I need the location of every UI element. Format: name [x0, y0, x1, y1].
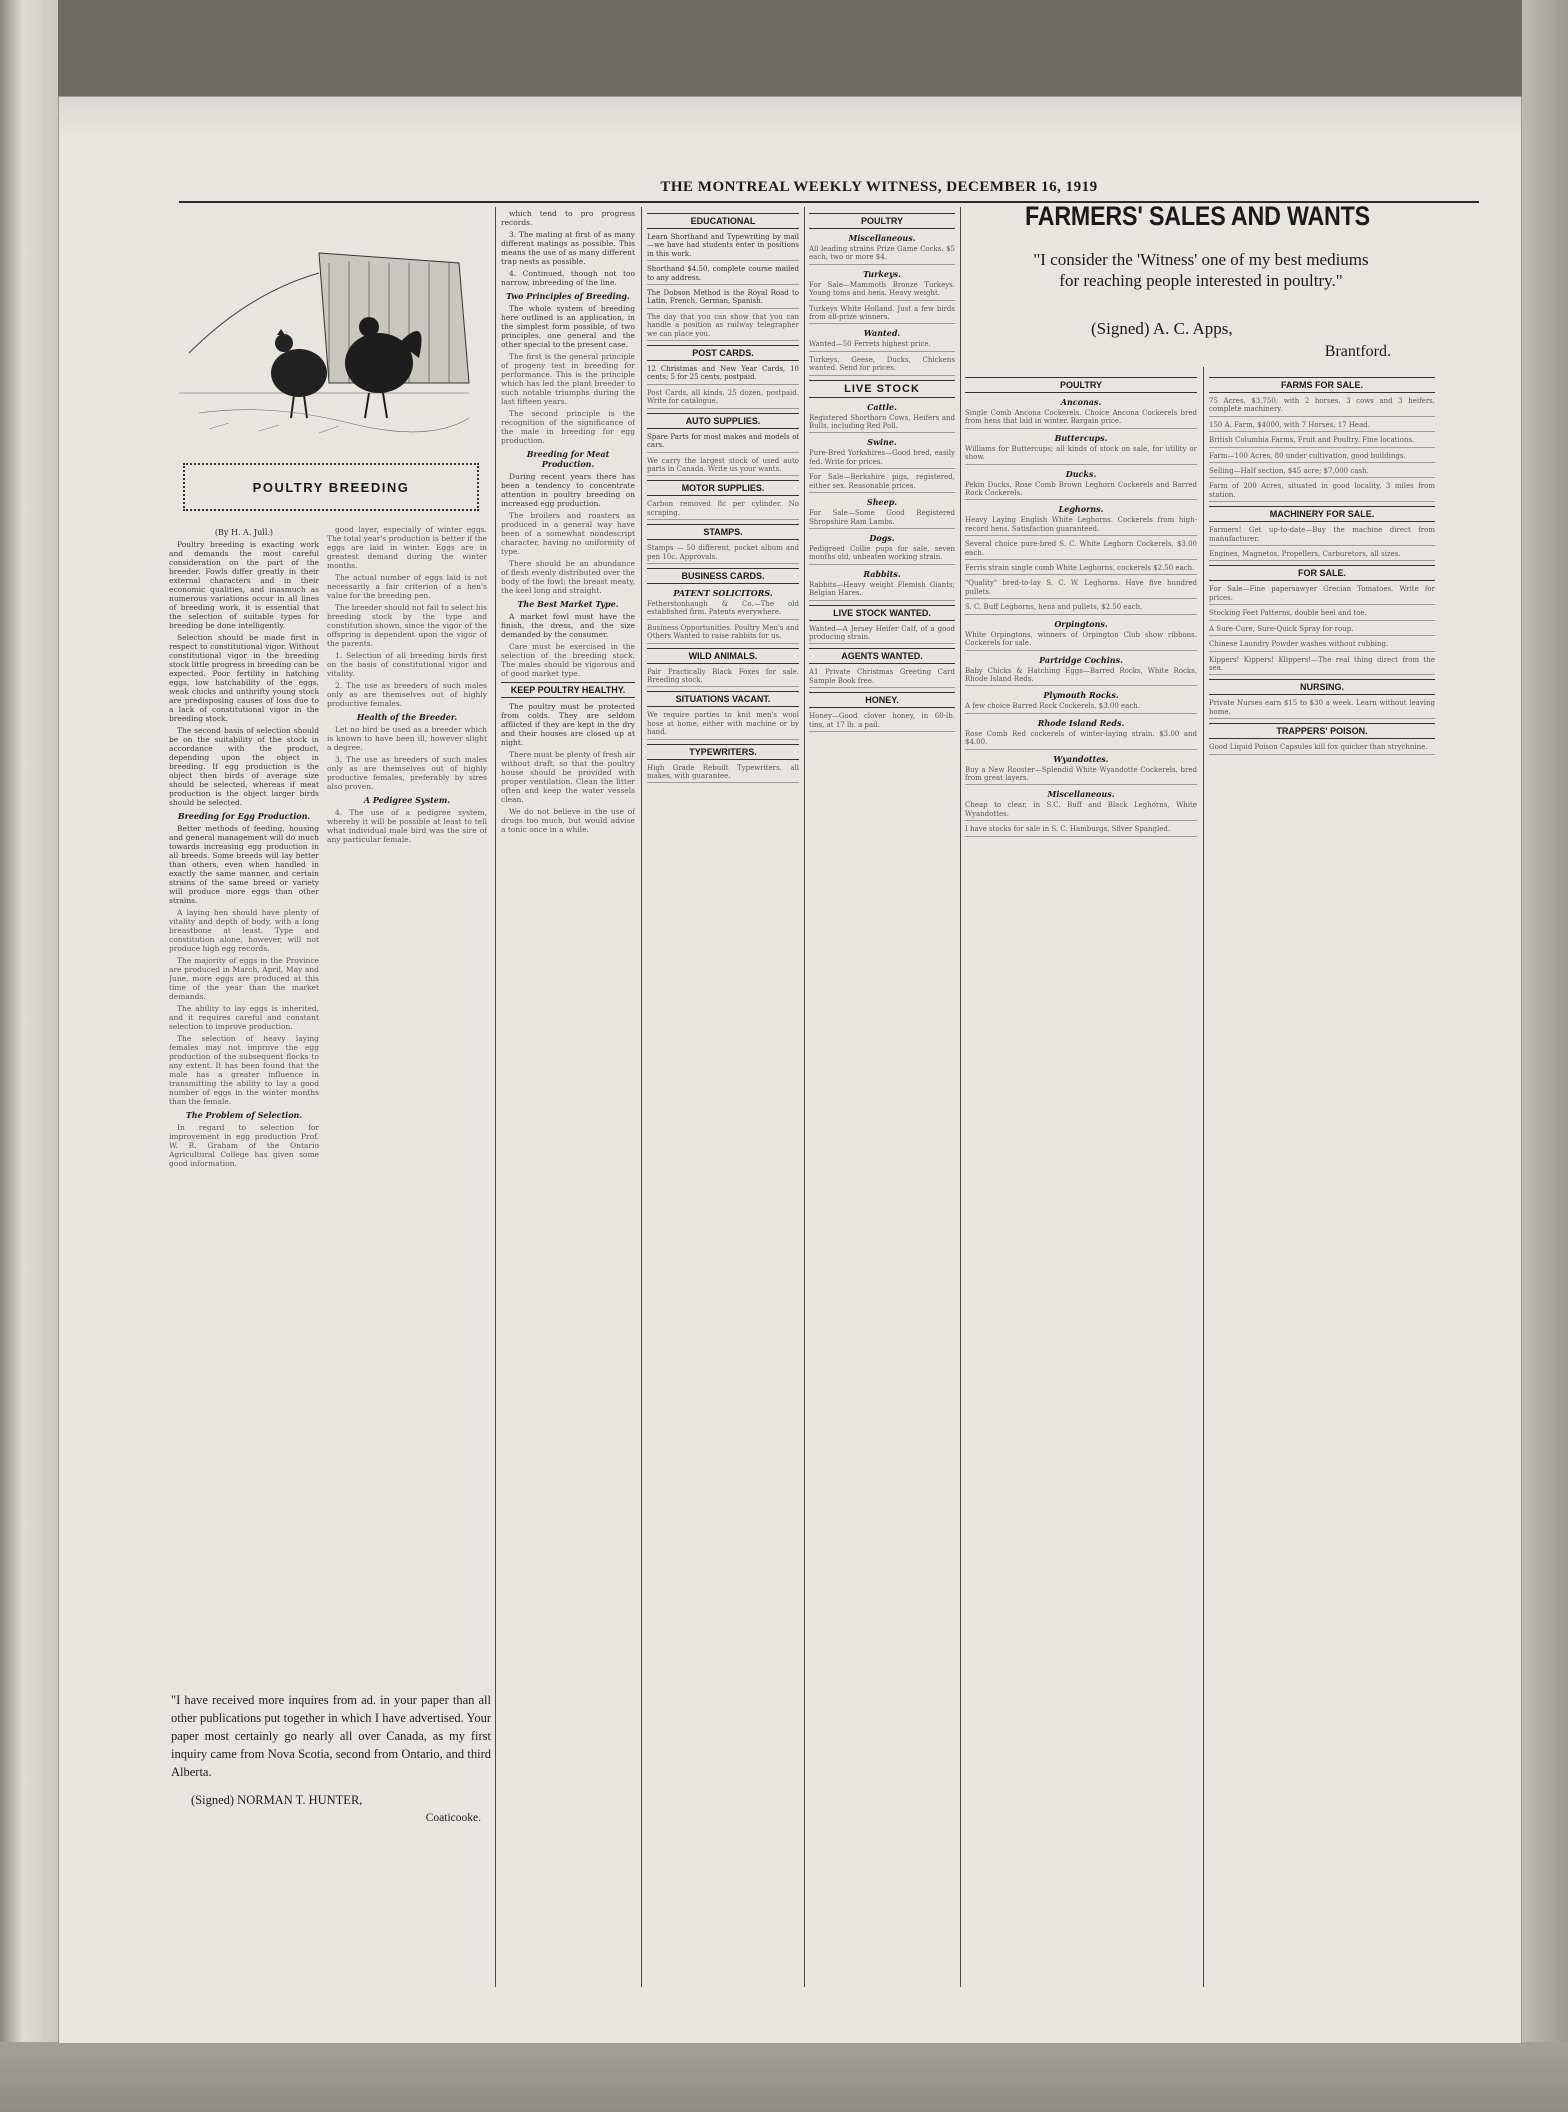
col2-subhead: The Best Market Type.	[517, 599, 619, 609]
article-filler: Let no bird be used as a breeder which is known to have been ill, however slight a degree.	[327, 725, 487, 752]
classified-filler: A few choice Barred Rock Cockerels, $3.00 each.	[965, 702, 1197, 713]
classified-filler: High Grade Rebuilt Typewriters, all makes, with guarantee.	[647, 764, 799, 784]
classified-filler: Good Liquid Poison Capsules kill fox quicker than strychnine.	[1209, 743, 1435, 754]
classified-filler: Pedigreed Collie pups for sale, seven months old, unbeaten working strain.	[809, 545, 955, 565]
article-filler: In regard to selection for improvement in egg production Prof. W. R. Graham of the Ontario Agricultural College has given some good information.	[169, 1123, 319, 1168]
partridge-cochins-label: Partridge Cochins.	[1039, 654, 1123, 665]
farmers-signature: (Signed) A. C. Apps,	[1091, 319, 1233, 338]
classified-ad: Spare Parts for most makes and models of cars.	[647, 433, 799, 453]
article-col-1	[169, 525, 319, 1665]
article-col-3	[501, 209, 635, 1709]
article-filler: The actual number of eggs laid is not necessarily a fair criterion of a hen's value for the breeding pen.	[327, 573, 487, 600]
article-paragraph: Better methods of feeding, housing and general management will do much towards increasing egg production in all breeds. Some breeds will lay better than others, even when handled in exactly the same manner, and certain strains of the same breed or variety will produce more eggs than other strains.	[169, 824, 319, 905]
col3-subhead: A Pedigree System.	[363, 795, 451, 805]
classified-filler: Heavy Laying English White Leghorns. Cockerels from high-record hens. Satisfaction guaranteed.	[965, 516, 1197, 536]
article-filler: There must be plenty of fresh air without draft, so that the poultry house should be provided with proper ventilation. Clean the litter often and keep the water vessels clean.	[501, 750, 635, 804]
keep-healthy-header: KEEP POULTRY HEALTHY.	[501, 682, 635, 698]
classified-filler: We carry the largest stock of used auto parts in Canada. Write us your wants.	[647, 457, 799, 477]
classified-col-farms	[1209, 373, 1435, 1973]
article-filler: 1. Selection of all breeding birds first on the basis of constitutional vigor and vitality.	[327, 651, 487, 678]
article-filler: Care must be exercised in the selection of the breeding stock. The males should be vigorous and of good market type.	[501, 642, 635, 678]
article-col-2	[327, 525, 487, 1665]
article-subhead: Breeding for Egg Production.	[177, 811, 311, 821]
classified-filler: A Sure-Cure, Sure-Quick Spray for roup.	[1209, 625, 1435, 636]
article-filler: The selection of heavy laying females may not improve the egg production of the subsequent flocks to any extent. It has been found that the male has a greater influence in transmitting the ability to lay a good number of eggs in the winter months than the female.	[169, 1034, 319, 1106]
classified-ad: Learn Shorthand and Typewriting by mail—we have had students enter in positions in this work.	[647, 233, 799, 261]
column-rule	[960, 207, 961, 1987]
swine-label: Swine.	[867, 437, 897, 448]
misc-label: Miscellaneous.	[848, 233, 916, 243]
farms-for-sale-header: FARMS FOR SALE.	[1209, 377, 1435, 393]
testimonial-signature: (Signed) NORMAN T. HUNTER,	[191, 1793, 363, 1807]
classified-filler: Rabbits—Heavy weight Flemish Giants; Belgian Hares.	[809, 581, 955, 601]
article-paragraph: The second basis of selection should be on the suitability of the stock in accordance with the product, depending upon the object in breeding. If egg production is the object then birds of average size should be selected, whereas if meat production is the object larger birds should be selected.	[169, 726, 319, 807]
educational-header: EDUCATIONAL	[647, 213, 799, 229]
article-filler: The majority of eggs in the Province are produced in March, April, May and June, more eggs are produced at this time of the year than the market demands.	[169, 956, 319, 1001]
classified-filler: Rose Comb Red cockerels of winter-laying strain. $3.00 and $4.00.	[965, 730, 1197, 750]
testimonial-place: Coaticooke.	[425, 1812, 481, 1824]
article-filler: The broilers and roasters as produced in a general way have been of a somewhat nondescript character, having no uniformity of type.	[501, 511, 635, 556]
classified-filler: Williams for Buttercups; all kinds of stock on sale, for utility or show.	[965, 445, 1197, 465]
classified-filler: Fetherstonhaugh & Co.—The old established firm. Patents everywhere.	[647, 600, 799, 620]
classified-filler: Turkeys, Geese, Ducks, Chickens wanted. Send for prices.	[809, 356, 955, 376]
classified-ad: The Dobson Method is the Royal Road to Latin, French, German, Spanish.	[647, 289, 799, 309]
classified-filler: Registered Shorthorn Cows, Heifers and Bulls, including Red Poll.	[809, 414, 955, 434]
article-subhead: The Problem of Selection.	[185, 1110, 303, 1120]
miscellaneous-label: Miscellaneous.	[1047, 789, 1115, 800]
scan-right-edge	[1522, 0, 1568, 2112]
dogs-label: Dogs.	[869, 532, 895, 543]
anconas-label: Anconas.	[1060, 397, 1102, 407]
col2-subhead: Two Principles of Breeding.	[506, 291, 630, 301]
classified-filler: 150 A. Farm, $4000, with 7 Horses, 17 Head.	[1209, 421, 1435, 432]
classified-filler: A1 Private Christmas Greeting Card Sample Book free.	[809, 668, 955, 688]
rabbits-label: Rabbits.	[863, 568, 901, 579]
classified-filler: Business Opportunities. Poultry Men's and Others Wanted to raise rabbits for us.	[647, 624, 799, 644]
classified-filler: British Columbia Farms, Fruit and Poultry. Fine locations.	[1209, 436, 1435, 447]
article-filler: good layer, especially of winter eggs. The total year's production is better if the eggs are laid in winter. Eggs are in greatest demand during the winter months.	[327, 525, 487, 570]
live-stock-wanted-header: LIVE STOCK WANTED.	[809, 605, 955, 621]
classified-filler: Several choice pure-bred S. C. White Leghorn Cockerels, $3.00 each.	[965, 540, 1197, 560]
for-sale-header: FOR SALE.	[1209, 565, 1435, 581]
classified-filler: Engines, Magnetos, Propellers, Carburetors, all sizes.	[1209, 550, 1435, 561]
classified-filler: We require parties to knit men's wool hose at home, either with machine or by hand.	[647, 711, 799, 739]
classified-filler: Baby Chicks & Hatching Eggs—Barred Rocks, White Rocks, Rhode Island Reds.	[965, 667, 1197, 687]
cattle-label: Cattle.	[867, 401, 897, 412]
live-stock-header: LIVE STOCK	[809, 380, 955, 398]
col2-paragraph: During recent years there has been a tendency to concentrate attention in poultry breeding on increased egg production.	[501, 472, 635, 508]
rhode-island-reds-label: Rhode Island Reds.	[1037, 717, 1125, 728]
poultry-breeds-header: POULTRY	[965, 377, 1197, 393]
classified-filler: Pekin Ducks, Rose Comb Brown Leghorn Cockerels and Barred Rock Cockerels.	[965, 481, 1197, 501]
ducks-label: Ducks.	[1065, 468, 1097, 479]
classified-filler: Stamps — 50 different, pocket album and pen 10c. Approvals.	[647, 544, 799, 564]
article-filler: A laying hen should have plenty of vitality and depth of body, with a long breastbone at least. Type and constitution alone, however, will not produce high egg records.	[169, 908, 319, 953]
column-rule	[1203, 367, 1204, 1987]
business-cards-header: BUSINESS CARDS.	[647, 568, 799, 584]
stamps-header: STAMPS.	[647, 524, 799, 540]
plymouth-rocks-label: Plymouth Rocks.	[1043, 690, 1119, 701]
article-paragraph: Poultry breeding is exacting work and demands the most careful consideration on the part of the breeder. Fowls differ greatly in their external characters and in their economic qualities, and inasmuch as numerous variations occur in all lines of breeding work, it is essential that the selection of suitable types for breeding be done intelligently.	[169, 540, 319, 630]
classified-ad: Shorthand $4.50, complete course mailed to any address.	[647, 265, 799, 285]
wanted-label: Wanted.	[863, 328, 901, 339]
classified-filler: S. C. Buff Leghorns, hens and pullets, $2.50 each.	[965, 603, 1197, 614]
classified-filler: "Quality" bred-to-lay S. C. W. Leghorns. Have five hundred pullets.	[965, 579, 1197, 599]
article-filler: 2. The use as breeders of such males only as are themselves out of highly productive females.	[327, 681, 487, 708]
article-filler: The ability to lay eggs is inherited, and it requires careful and constant selection to improve production.	[169, 1004, 319, 1031]
classified-filler: Carbon removed 8c per cylinder. No scraping.	[647, 500, 799, 520]
post-cards-header: POST CARDS.	[647, 345, 799, 361]
classified-filler: Ferris strain single comb White Leghorns, cockerels $2.50 each.	[965, 564, 1197, 575]
article-filler: The first is the general principle of progeny test in breeding for performance. This is the principle which has led the plant breeder to such notable triumphs during the last fifteen years.	[501, 352, 635, 406]
testimonial-text: "I have received more inquires from ad. in your paper than all other publications put together in which I have advertised. Your paper most certainly go nearly all over Canada, as my first inquiry came from Nova Scotia, second from Ontario, and third Alberta.	[171, 1693, 491, 1779]
classified-filler: Turkeys White Holland. Just a few birds from all-prize winners.	[809, 305, 955, 325]
classified-filler: White Orpingtons, winners of Orpington Club show ribbons. Cockerels for sale.	[965, 631, 1197, 651]
sheep-label: Sheep.	[866, 497, 898, 508]
article-filler: 3. The use as breeders of such males only as are themselves out of highly productive females, preferably by sires also proven.	[327, 755, 487, 791]
masthead: THE MONTREAL WEEKLY WITNESS, DECEMBER 16, 1919	[660, 179, 1098, 195]
classified-filler: I have stocks for sale in S. C. Hamburgs, Silver Spangled.	[965, 825, 1197, 836]
wild-animals-header: WILD ANIMALS.	[647, 648, 799, 664]
poultry-breeding-title-box	[183, 463, 479, 511]
poultry-header: POULTRY	[809, 213, 955, 229]
classified-filler: The day that you can show that you can handle a position as railway telegrapher we can place you.	[647, 313, 799, 341]
classified-filler: Wanted—50 Ferrets highest price.	[809, 340, 955, 351]
classified-filler: Chinese Laundry Powder washes without rubbing.	[1209, 640, 1435, 651]
scan-left-edge	[0, 0, 58, 2112]
classified-filler: Cheap to clear, in S.C. Buff and Black Leghorns, White Wyandottes.	[965, 801, 1197, 821]
classified-filler: Buy a New Rooster—Splendid White Wyandotte Cockerels, bred from great layers.	[965, 766, 1197, 786]
classified-filler: Selling—Half section, $45 acre; $7,000 cash.	[1209, 467, 1435, 478]
trappers-header: TRAPPERS' POISON.	[1209, 723, 1435, 739]
article-filler: There should be an abundance of flesh evenly distributed over the body of the fowl; the breast meaty, the keel long and straight.	[501, 559, 635, 595]
col2-paragraph: 4. Continued, though not too narrow, inbreeding of the line.	[501, 269, 635, 287]
classified-col-poultry	[809, 209, 955, 1969]
classified-filler: Kippers! Kippers! Klippers!—The real thing direct from the sea.	[1209, 656, 1435, 676]
farmers-place: Brantford.	[1324, 343, 1391, 360]
article-title: POULTRY BREEDING	[252, 479, 410, 495]
situations-vacant-header: SITUATIONS VACANT.	[647, 691, 799, 707]
classified-filler: 75 Acres, $3,750; with 2 horses, 3 cows and 3 heifers, complete machinery.	[1209, 397, 1435, 417]
farmers-quote: "I consider the 'Witness' one of my best mediums for reaching people interested in poultry."	[1033, 250, 1369, 290]
article-paragraph: Selection should be made first in respect to constitutional vigor. Without constitutional vigor in the breeding stock little progress in breeding can be expected. Poor fertility in hatching eggs, low hatchability of the eggs, weak chicks and unthrifty young stock are predisposing causes of loss due to a lack of constitutional vigor in the breeding stock.	[169, 633, 319, 723]
classified-filler: Farm—100 Acres, 80 under cultivation, good buildings.	[1209, 452, 1435, 463]
machinery-header: MACHINERY FOR SALE.	[1209, 506, 1435, 522]
honey-header: HONEY.	[809, 692, 955, 708]
classified-filler: Single Comb Ancona Cockerels. Choice Ancona Cockerels bred from hens that laid in winter. Bargain price.	[965, 409, 1197, 429]
classified-filler: Post Cards, all kinds, 25 dozen, postpaid. Write for catalogue.	[647, 389, 799, 409]
col2-paragraph: which tend to pro progress records.	[501, 209, 635, 227]
classified-filler: Wanted—A Jersey Heifer Calf, of a good producing strain.	[809, 625, 955, 645]
classified-filler: Farm of 200 Acres, situated in good locality, 3 miles from station.	[1209, 482, 1435, 502]
classified-filler: For Sale—Some Good Registered Shropshire Ram Lambs.	[809, 509, 955, 529]
classified-filler: For Sale—Fine papersawyer Grecian Tomatoes. Write for prices.	[1209, 585, 1435, 605]
patent-solicitors-label: PATENT SOLICITORS.	[673, 587, 773, 598]
wyandottes-label: Wyandottes.	[1053, 753, 1109, 764]
testimonial-left	[171, 1691, 491, 1901]
keep-healthy-text: The poultry must be protected from colds. They are seldom afflicted if they are kept in the dry and their houses are closed up at night.	[501, 702, 635, 747]
classified-col-educational	[647, 209, 799, 1969]
hens-illustration	[169, 233, 479, 443]
classified-col-breeds	[965, 373, 1197, 1973]
orpingtons-label: Orpingtons.	[1054, 618, 1108, 629]
column-rule	[495, 207, 496, 1987]
article-filler: The breeder should not fail to select his breeding stock by the type and constitution shown, since the vigor of the offspring is dependent upon the vigor of the parents.	[327, 603, 487, 648]
classified-filler: Farmers! Get up-to-date—Buy the machine direct from manufacturer.	[1209, 526, 1435, 546]
column-rule	[641, 207, 642, 1987]
col2-paragraph: 3. The mating at first of as many different matings as possible. This means the use of as many different trap nests as possible.	[501, 230, 635, 266]
column-rule	[804, 207, 805, 1987]
article-filler: We do not believe in the use of drugs too much, but would advise a tonic once in a while.	[501, 807, 635, 834]
farmers-sales-title: FARMERS' SALES AND WANTS	[1025, 201, 1370, 231]
col2-paragraph: A market fowl must have the finish, the dress, and the size demanded by the consumer.	[501, 612, 635, 639]
newspaper-page	[58, 96, 1522, 2044]
classified-filler: For Sale—Berkshire pigs, registered, either sex. Reasonable prices.	[809, 473, 955, 493]
article-filler: 4. The use of a pedigree system, whereby it will be possible at least to tell what individual male bird was the sire of any particular female.	[327, 808, 487, 844]
article-filler: The second principle is the recognition of the significance of the male in breeding for egg production.	[501, 409, 635, 445]
classified-filler: All leading strains Prize Game Cocks. $5 each, two or more $4.	[809, 245, 955, 265]
motor-supplies-header: MOTOR SUPPLIES.	[647, 480, 799, 496]
turkeys-label: Turkeys.	[863, 268, 901, 279]
article-byline: (By H. A. Jull.)	[214, 528, 274, 537]
classified-ad: 12 Christmas and New Year Cards, 10 cents; 5 for 25 cents, postpaid.	[647, 365, 799, 385]
col2-subhead: Breeding for Meat Production.	[526, 449, 610, 469]
classified-filler: Private Nurses earn $15 to $30 a week. Learn without leaving home.	[1209, 699, 1435, 719]
typewriters-header: TYPEWRITERS.	[647, 744, 799, 760]
classified-filler: Pair Practically Black Foxes for sale. Breeding stock.	[647, 668, 799, 688]
col3-subhead: Health of the Breeder.	[356, 712, 458, 722]
classified-filler: Honey—Good clover honey, in 60-lb. tins, at 17 lb. a pail.	[809, 712, 955, 732]
scan-bottom-edge	[0, 2042, 1568, 2112]
nursing-header: NURSING.	[1209, 679, 1435, 695]
classified-filler: Pure-Bred Yorkshires—Good bred, easily fed. Write for prices.	[809, 449, 955, 469]
classified-filler: For Sale—Mammoth Bronze Turkeys. Young toms and hens. Heavy weight.	[809, 281, 955, 301]
classified-filler: Stocking Feet Patterns, double heel and toe.	[1209, 609, 1435, 620]
buttercups-label: Buttercups.	[1054, 432, 1108, 443]
agents-wanted-header: AGENTS WANTED.	[809, 648, 955, 664]
leghorns-label: Leghorns.	[1058, 504, 1104, 515]
col2-paragraph: The whole system of breeding here outlined is an application, in the simplest form possible, of two principles, one general and the other special to the present case.	[501, 304, 635, 349]
auto-supplies-header: AUTO SUPPLIES.	[647, 413, 799, 429]
